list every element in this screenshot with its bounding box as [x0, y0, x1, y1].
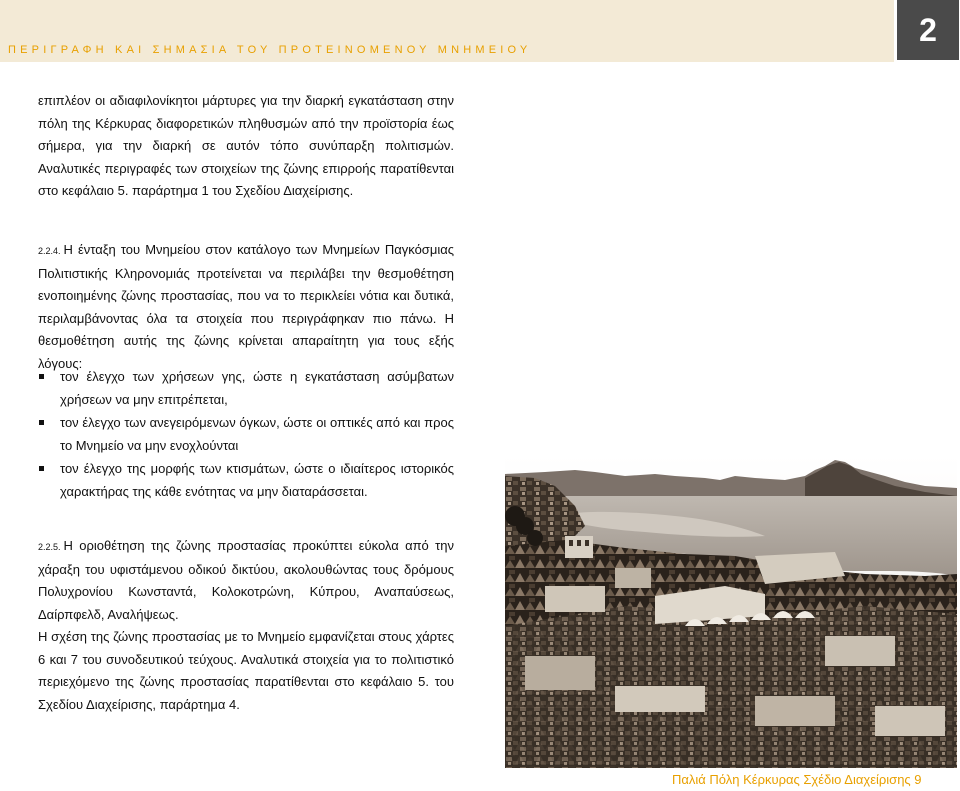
section-text: Η οριοθέτηση της ζώνης προστασίας προκύπτει εύκολα από την χάραξη του υφιστάμενου οδικού δικτύου, ακολουθώντας τους δρόμους Πολυχρονίου Κωνσταντά, Κολοκοτρώνη, Κύπρου, Αναπαύσεως, Δαίρπφελδ, Αναλήψεως. — [38, 538, 454, 622]
list-item: τον έλεγχο της μορφής των κτισμάτων, ώστε ο ιδιαίτερος ιστορικός χαρακτήρας της κάθε ενότητας να μην διαταράσσεται. — [38, 458, 454, 503]
list-item: τον έλεγχο των ανεγειρόμενων όγκων, ώστε οι οπτικές από και προς το Μνημείο να μην ενοχλούνται — [38, 412, 454, 457]
chapter-number: 2 — [895, 0, 959, 60]
section-number: 2.2.5. — [38, 542, 61, 552]
section-text-continued: Η σχέση της ζώνης προστασίας με το Μνημείο εμφανίζεται στους χάρτες 6 και 7 του συνοδευτικού τεύχους. Αναλυτικά στοιχεία για το πολιτιστικό περιεχόμενο της ζώνης προστασίας παρατίθενται στο κεφάλαιο 5. του Σχεδίου Διαχείρισης, παράρτημα 4. — [38, 629, 454, 712]
section-2-2-4 — [38, 239, 454, 375]
bullet-icon — [39, 466, 44, 471]
bullet-icon — [39, 420, 44, 425]
historic-photo — [505, 456, 957, 768]
reasons-list — [38, 366, 454, 504]
page-footer: Παλιά Πόλη Κέρκυρας Σχέδιο Διαχείρισης 9 — [672, 772, 922, 787]
section-title: ΠΕΡΙΓΡΑΦΗ ΚΑΙ ΣΗΜΑΣΙΑ ΤΟΥ ΠΡΟΤΕΙΝΟΜΕΝΟΥ ΜΝΗΜΕΙΟΥ — [8, 44, 532, 56]
section-2-2-5 — [38, 535, 454, 716]
header-band — [0, 0, 894, 62]
list-item: τον έλεγχο των χρήσεων γης, ώστε η εγκατάσταση ασύμβατων χρήσεων να μην επιτρέπεται, — [38, 366, 454, 411]
paragraph-intro: επιπλέον οι αδιαφιλονίκητοι μάρτυρες για την διαρκή εγκατάσταση στην πόλη της Κέρκυρας διαφορετικών πληθυσμών από την προϊστορία έως σήμερα, για την διαρκή σε αυτόν τόπο συνύπαρξη πολιτισμών. Αναλυτικές περιγραφές των στοιχείων της ζώνης επιρροής παρατίθενται στο κεφάλαιο 5. παράρτημα 1 του Σχεδίου Διαχείρισης. — [38, 93, 454, 198]
section-text: Η ένταξη του Μνημείου στον κατάλογο των Μνημείων Παγκόσμιας Πολιτιστικής Κληρονομιάς προτείνεται να περιλάβει την θεσμοθέτηση ενοποιημένης ζώνης προστασίας, που να το περικλείει νότια και δυτικά, περιλαμβάνοντας όλα τα στοιχεία που περιγράφηκαν πιο πάνω. Η θεσμοθέτηση αυτής της ζώνης κρίνεται απαραίτητη για τους εξής λόγους: — [38, 242, 454, 371]
section-number: 2.2.4. — [38, 246, 61, 256]
bullet-icon — [39, 374, 44, 379]
